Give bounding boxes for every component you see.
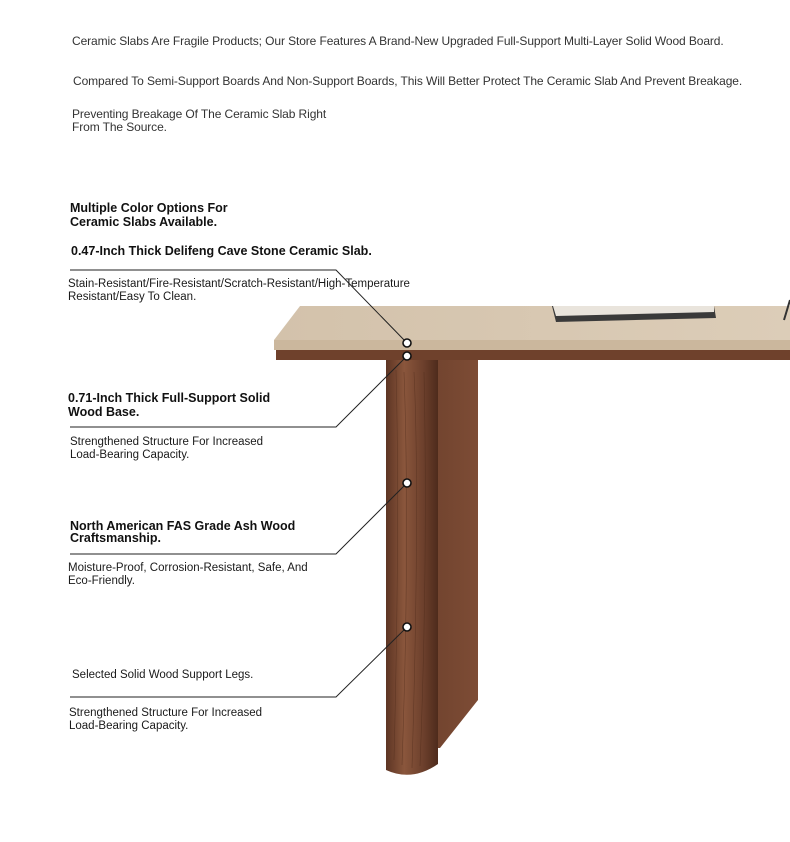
callout-3-heading: North American FAS Grade Ash Wood Craftsmanship. xyxy=(70,519,296,545)
marker-slab xyxy=(403,339,411,347)
callout-2-desc: Strengthened Structure For Increased Load-Bearing Capacity. xyxy=(70,436,264,461)
callout-1-desc: Stain-Resistant/Fire-Resistant/Scratch-Resistant/High-Temperature Resistant/Easy To Clean. xyxy=(68,278,410,303)
intro-line-1: Ceramic Slabs Are Fragile Products; Our Store Features A Brand-New Upgraded Full-Support Multi-Layer Solid Wood Board. xyxy=(72,34,724,48)
ceramic-slab-edge xyxy=(274,340,790,350)
callout-2-heading: 0.71-Inch Thick Full-Support Solid Wood Base. xyxy=(68,391,271,419)
intro-line-3: Preventing Breakage Of The Ceramic Slab Right From The Source. xyxy=(72,107,327,134)
marker-ash xyxy=(403,479,411,487)
marker-legs xyxy=(403,623,411,631)
wood-round-leg xyxy=(386,360,438,775)
intro-line-2: Compared To Semi-Support Boards And Non-Support Boards, This Will Better Protect The Ceramic Slab And Prevent Breakage. xyxy=(73,74,743,88)
callout-1-heading: Multiple Color Options For Ceramic Slabs Available. xyxy=(70,201,228,229)
marker-base xyxy=(403,352,411,360)
leader-legs xyxy=(70,627,407,697)
callout-3-desc: Moisture-Proof, Corrosion-Resistant, Safe, And Eco-Friendly. xyxy=(68,562,308,587)
callout-4-desc: Strengthened Structure For Increased Load-Bearing Capacity. xyxy=(69,707,263,732)
wood-base-board xyxy=(276,350,790,360)
callout-1-heading-2: 0.47-Inch Thick Delifeng Cave Stone Ceramic Slab. xyxy=(71,244,372,258)
callout-4-heading: Selected Solid Wood Support Legs. xyxy=(72,669,254,681)
